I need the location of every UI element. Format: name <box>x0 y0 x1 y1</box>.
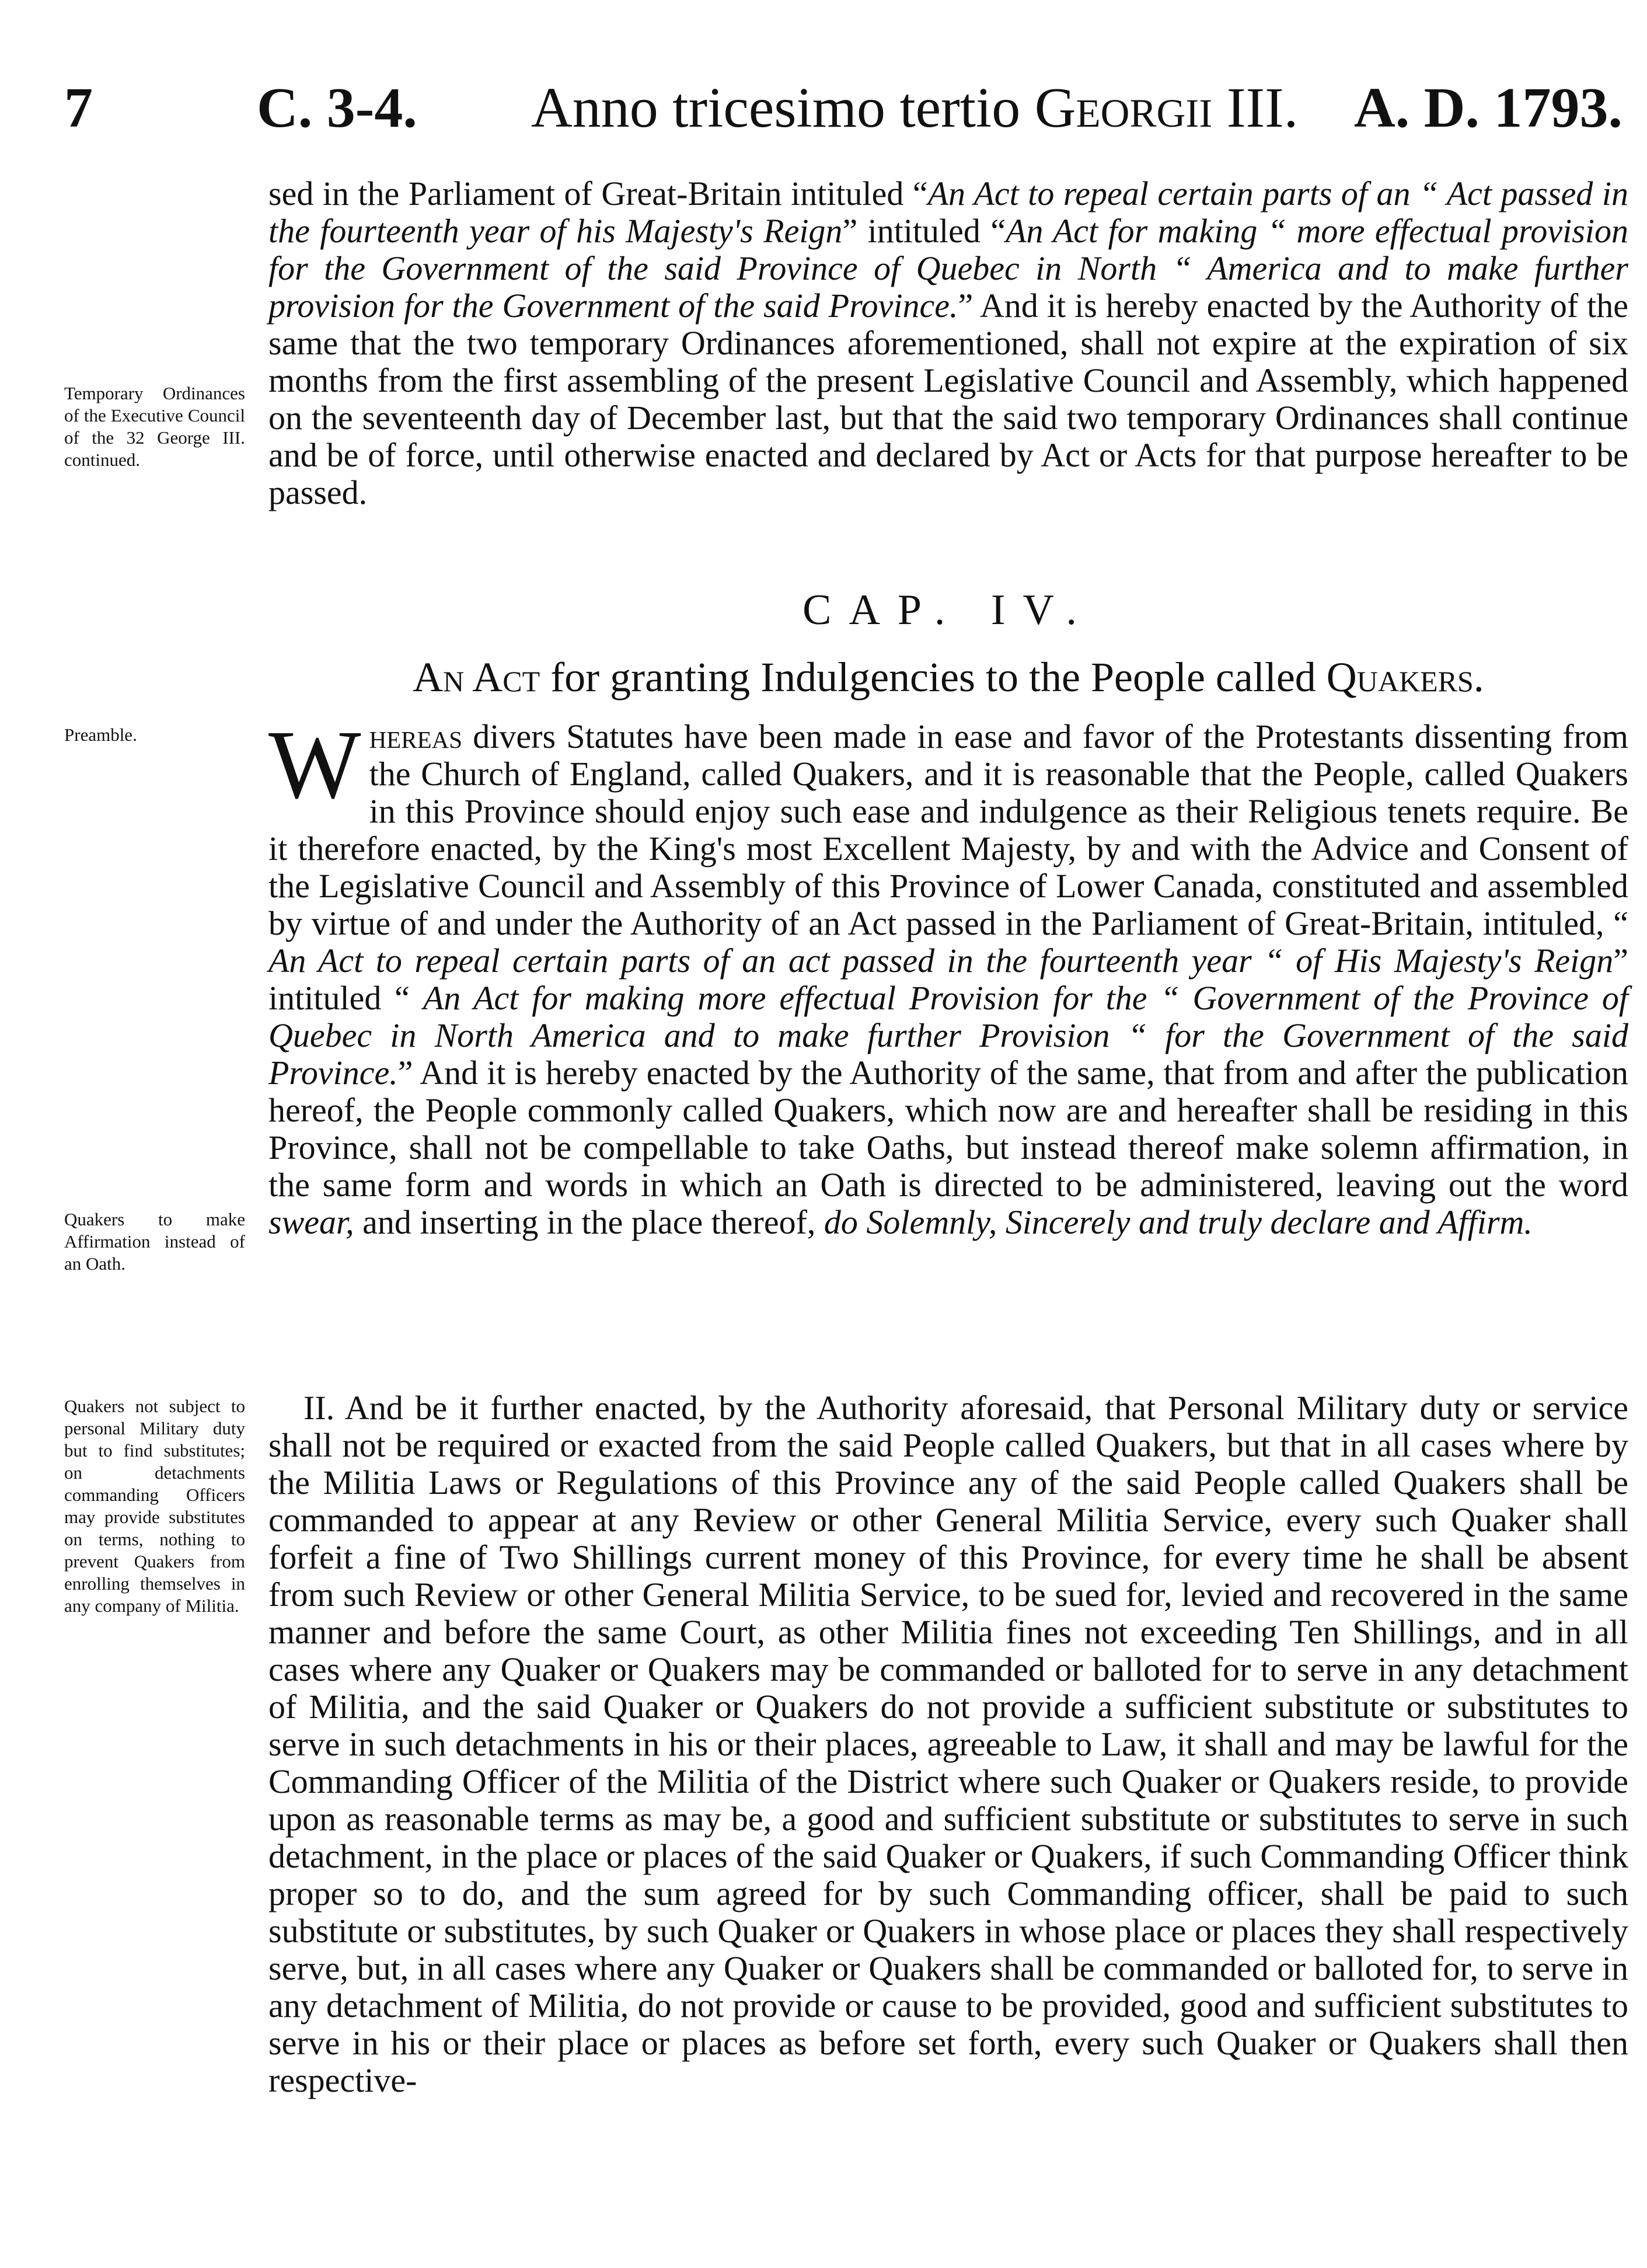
preamble-italic-3: swear, <box>268 1203 354 1241</box>
section-continuation <box>268 175 1628 511</box>
preamble-text-2: ” intituled “ <box>268 942 1628 1017</box>
margin-note-temporary-ordinances: Temporary Ordinances of the Executive Council of the 32 George III. continued. <box>64 383 245 470</box>
act-title-name: Quakers. <box>1326 654 1484 701</box>
continuation-italic-1: An Act to repeal certain parts of an “ Act passed in the fourteenth year of his Majesty's Reign <box>268 175 1628 250</box>
continuation-italic-2: An Act for making “ more effectual provision for the Government of the said Province of Quebec in North “ America and to make further provision for the Government of the said Province. <box>268 212 1628 325</box>
header-title <box>531 70 1298 146</box>
preamble-paragraph <box>268 710 1629 1241</box>
chapter-reference: C. 3-4. <box>257 76 417 140</box>
act-title-prefix: An Act <box>413 654 540 701</box>
header-title-king: Georgii III. <box>1034 76 1299 140</box>
drop-cap: W <box>268 710 361 819</box>
header-title-prefix: Anno tricesimo tertio <box>531 76 1021 140</box>
header-year: A. D. 1793. <box>1353 76 1622 140</box>
preamble-lead: hereas <box>369 717 463 755</box>
preamble-text-4: and inserting in the place thereof, <box>354 1203 824 1241</box>
page-number: 7 <box>64 76 93 140</box>
continuation-text-2: ” intituled “ <box>842 212 1006 250</box>
margin-note-preamble: Preamble. <box>64 724 137 745</box>
act-title-text: for granting Indulgencies to the People called <box>550 654 1316 701</box>
preamble-italic-4: do Solemnly, Sincerely and truly declare and Affirm. <box>824 1203 1533 1241</box>
margin-note-quakers-affirmation: Quakers to make Affirmation instead of an Oath. <box>64 1209 245 1274</box>
preamble-italic-2: An Act for making more effectual Provision for the “ Government of the Province of Quebec in North America and to make further Provision “ for the Government of the said Province. <box>268 979 1629 1092</box>
preamble-text-1: divers Statutes have been made in ease and favor of the Protestants dissenting from the Church of England, called Quakers, and it is reasonable that the People, called Quakers in this Province should enjoy such ease and indulgence as their Religious tenets require. Be it therefore enacted, by the King's most Excellent Majesty, by and with the Advice and Consent of the Legislative Council and Assembly of this Province of Lower Canada, constituted and assembled by virtue of and under the Authority of an Act passed in the Parliament of Great-Britain, intituled, “ <box>268 717 1628 942</box>
continuation-text-3: ” And it is hereby enacted by the Authority of the same that the two temporary Ordinances aforementioned, shall not expire at the expiration of six months from the first assembling of the present Legislative Council and Assembly, which happened on the seventeenth day of December last, but that the said two temporary Ordinances shall continue and be of force, until otherwise enacted and declared by Act or Acts for that purpose hereafter to be passed. <box>268 287 1628 511</box>
continuation-text-1: sed in the Parliament of Great-Britain intituled “ <box>268 175 928 212</box>
section-two: II. And be it further enacted, by the Authority aforesaid, that Personal Military duty or service shall not be required or exacted from the said People called Quakers, but that in all cases where by the Militia Laws or Regulations of this Province any of the said People called Quakers shall be commanded to appear at any Review or other General Militia Service, every such Quaker shall forfeit a fine of Two Shillings current money of this Province, for every time he shall be absent from such Review or other General Militia Service, to be sued for, levied and recovered in the same manner and before the same Court, as other Militia fines not exceeding Ten Shillings, and in all cases where any Quaker or Quakers may be commanded or balloted for to serve in any detachment of Militia, and the said Quaker or Quakers do not provide a sufficient substitute or substitutes to serve in such detachments in his or their places, agreeable to Law, it shall and may be lawful for the Commanding Officer of the Militia of the District where such Quaker or Quakers reside, to provide upon as reasonable terms as may be, a good and sufficient substitute or substitutes to serve in such detachment, in the place or places of the said Quaker or Quakers, if such Commanding Officer think proper so to do, and the sum agreed for by such Commanding officer, shall be paid to such substitute or substitutes, by such Quaker or Quakers in whose place or places they shall respectively serve, but, in all cases where any Quaker or Quakers shall be commanded or balloted for, to serve in any detachment of Militia, do not provide or cause to be provided, good and sufficient substitutes to serve in his or their place or places as before set forth, every such Quaker or Quakers shall then respective- <box>268 1389 1628 2099</box>
preamble-italic-1: An Act to repeal certain parts of an act passed in the fourteenth year “ of His Majesty's Reign <box>268 942 1614 980</box>
act-title <box>268 651 1628 703</box>
cap-heading: CAP. IV. <box>802 586 1094 634</box>
running-header <box>64 70 1634 152</box>
margin-note-quakers-military: Quakers not subject to personal Military duty but to find substitutes; on detachments commanding Officers may provide substitutes on terms, nothing to prevent Quakers from enrolling themselves in any company of Militia. <box>64 1396 245 1616</box>
preamble-text-3: ” And it is hereby enacted by the Authority of the same, that from and after the publication hereof, the People commonly called Quakers, which now are and hereafter shall be residing in this Province, shall not be compellable to take Oaths, but instead thereof make solemn affirmation, in the same form and words in which an Oath is directed to be administered, leaving out the word <box>268 1054 1628 1204</box>
